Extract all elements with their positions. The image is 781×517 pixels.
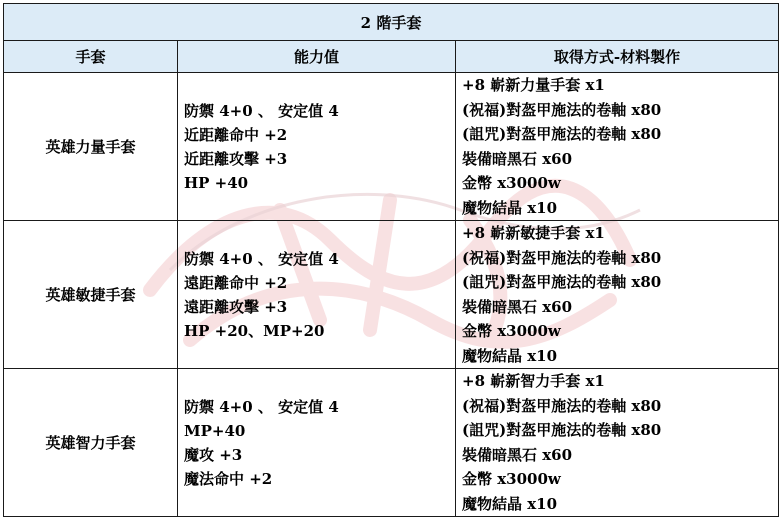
material-line: 裝備暗黑石 x60 bbox=[462, 149, 573, 168]
stat-line: 魔法命中 +2 bbox=[184, 469, 273, 488]
stats-cell bbox=[178, 369, 456, 517]
glove-name: 英雄敏捷手套 bbox=[4, 221, 178, 369]
glove-name: 英雄力量手套 bbox=[4, 73, 178, 221]
material-line: (詛咒)對盔甲施法的卷軸 x80 bbox=[462, 421, 662, 439]
glove-name: 英雄智力手套 bbox=[4, 369, 178, 517]
material-line: 魔物結晶 x10 bbox=[462, 494, 558, 513]
material-line: (祝福)對盔甲施法的卷軸 x80 bbox=[462, 396, 662, 415]
stat-line: 魔攻 +3 bbox=[184, 445, 243, 464]
material-line: 金幣 x3000w bbox=[462, 322, 561, 340]
stat-line: 防禦 4+0 、 安定值 4 bbox=[184, 249, 339, 268]
material-line: 裝備暗黑石 x60 bbox=[462, 297, 573, 316]
table-row bbox=[4, 221, 779, 369]
material-line: +8 嶄新智力手套 x1 bbox=[462, 372, 605, 390]
materials-cell bbox=[456, 369, 779, 517]
stat-line: 防禦 4+0 、 安定值 4 bbox=[184, 101, 339, 120]
stat-line: 防禦 4+0 、 安定值 4 bbox=[184, 397, 339, 416]
material-line: +8 嶄新敏捷手套 x1 bbox=[462, 224, 605, 242]
header-materials: 取得方式-材料製作 bbox=[456, 41, 779, 73]
stat-line: 近距離攻擊 +3 bbox=[184, 149, 288, 168]
header-gloves: 手套 bbox=[4, 41, 178, 73]
material-line: (祝福)對盔甲施法的卷軸 x80 bbox=[462, 100, 662, 119]
header-stats: 能力值 bbox=[178, 41, 456, 73]
stats-cell bbox=[178, 221, 456, 369]
table-row bbox=[4, 73, 779, 221]
material-line: (詛咒)對盔甲施法的卷軸 x80 bbox=[462, 273, 662, 291]
stat-line: 近距離命中 +2 bbox=[184, 125, 288, 144]
material-line: 金幣 x3000w bbox=[462, 174, 561, 192]
stat-line: MP+40 bbox=[184, 421, 246, 440]
stat-line: HP +40 bbox=[184, 173, 249, 192]
gloves-table bbox=[3, 3, 779, 517]
material-line: 魔物結晶 x10 bbox=[462, 346, 558, 365]
table-title: 2 階手套 bbox=[4, 4, 779, 41]
material-line: 金幣 x3000w bbox=[462, 470, 561, 488]
material-line: 魔物結晶 x10 bbox=[462, 198, 558, 217]
stats-cell bbox=[178, 73, 456, 221]
material-line: (詛咒)對盔甲施法的卷軸 x80 bbox=[462, 125, 662, 143]
stat-line: HP +20、MP+20 bbox=[184, 321, 325, 340]
stat-line: 遠距離命中 +2 bbox=[184, 273, 288, 292]
materials-cell bbox=[456, 73, 779, 221]
material-line: 裝備暗黑石 x60 bbox=[462, 445, 573, 464]
table-row bbox=[4, 369, 779, 517]
stat-line: 遠距離攻擊 +3 bbox=[184, 297, 288, 316]
material-line: (祝福)對盔甲施法的卷軸 x80 bbox=[462, 248, 662, 267]
materials-cell bbox=[456, 221, 779, 369]
material-line: +8 嶄新力量手套 x1 bbox=[462, 76, 605, 94]
